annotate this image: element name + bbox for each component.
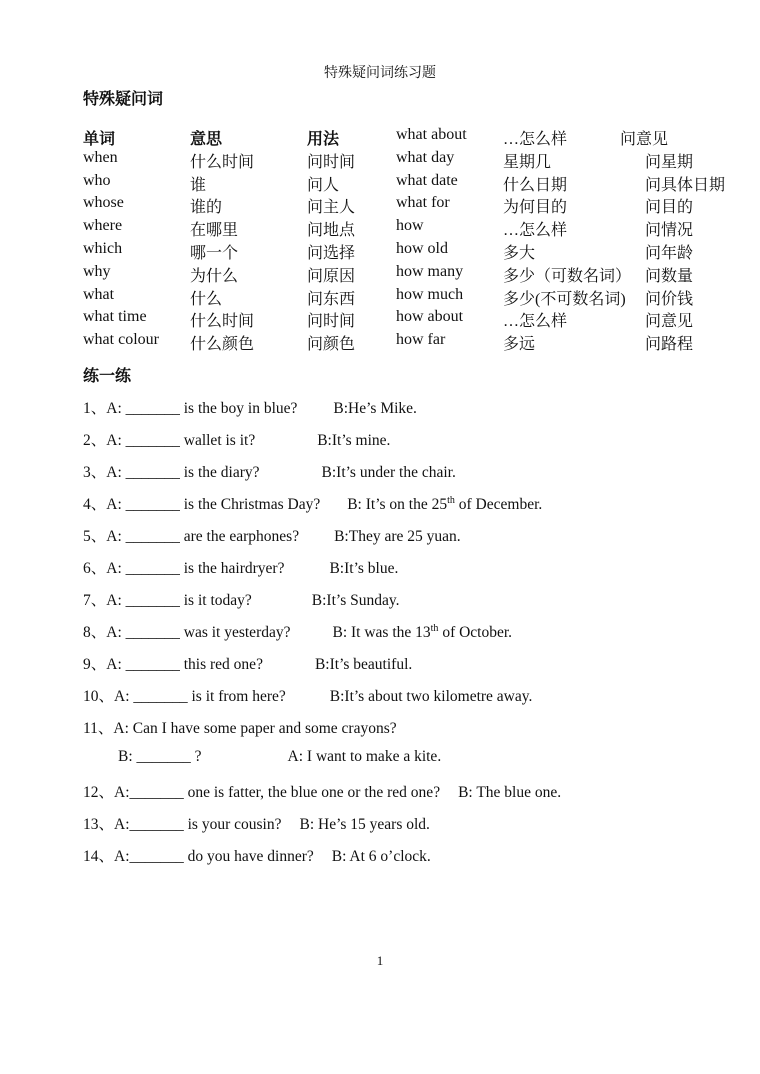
vocab-cell-meaning: 谁的 — [190, 199, 223, 217]
vocab-cell-meaning-2: 多少(不可数名词) — [503, 290, 626, 308]
exercise-1-question: 1、A: _______ is the boy in blue? — [83, 400, 298, 417]
vocab-cell-usage: 问时间 — [307, 313, 356, 331]
vocab-cell-usage: 问东西 — [307, 290, 356, 308]
vocab-table-body — [83, 149, 743, 354]
vocab-cell-word-2: how about — [396, 308, 464, 326]
exercise-14 — [83, 844, 431, 866]
vocab-cell-meaning-2: 多大 — [503, 244, 536, 262]
section-heading-question-words: 特殊疑问词 — [83, 89, 164, 108]
vocab-cell-word: what time — [83, 308, 147, 326]
exercise-10 — [83, 684, 532, 706]
exercise-4-answer-text: B: It’s on the 25 — [347, 496, 448, 513]
exercise-5 — [83, 524, 461, 546]
exercise-14-question: 14、A:_______ do you have dinner? — [83, 848, 314, 865]
exercise-11-followup: A: I want to make a kite. — [287, 748, 442, 765]
vocab-cell-usage-2: 问路程 — [645, 336, 694, 354]
exercise-10-answer: B:It’s about two kilometre away. — [329, 688, 533, 705]
vocab-cell-usage: 问时间 — [307, 153, 356, 171]
document-title: 特殊疑问词练习题 — [324, 66, 436, 81]
vocab-row — [83, 217, 743, 240]
vocab-table — [83, 126, 743, 354]
vocab-cell-word: who — [83, 171, 111, 189]
exercise-3-answer: B:It’s under the chair. — [321, 464, 456, 481]
exercise-5-question: 5、A: _______ are the earphones? — [83, 528, 300, 545]
exercise-2-question: 2、A: _______ wallet is it? — [83, 432, 256, 449]
vocab-row — [83, 149, 743, 172]
vocab-cell-usage-2: 问星期 — [645, 153, 694, 171]
exercise-3 — [83, 460, 456, 482]
vocab-cell-meaning-2: 星期几 — [503, 153, 552, 171]
exercise-8-answer — [333, 624, 513, 641]
vocab-cell-meaning-2: …怎么样 — [503, 313, 568, 331]
exercise-4-superscript: th — [447, 494, 455, 506]
exercise-12 — [83, 780, 561, 802]
exercise-4-answer-tail: of December. — [454, 496, 543, 513]
exercise-5-answer: B:They are 25 yuan. — [334, 528, 461, 545]
vocab-cell-word: when — [83, 148, 118, 166]
exercise-9-answer: B:It’s beautiful. — [314, 656, 413, 673]
vocab-cell-word-2: how far — [396, 331, 446, 349]
vocab-cell-meaning: 什么时间 — [190, 153, 255, 171]
exercise-8-superscript: th — [430, 622, 439, 634]
exercise-11-answer: B: _______ ? — [118, 748, 202, 765]
vocab-cell-usage: 问人 — [307, 176, 340, 194]
vocab-cell-meaning: 哪一个 — [190, 244, 239, 262]
exercise-11-reply — [118, 748, 441, 766]
vocab-cell-word: whose — [83, 194, 124, 212]
vocab-cell-usage-2: 问情况 — [645, 222, 694, 240]
vocab-cell-word-2: how old — [396, 239, 448, 257]
vocab-cell-word-2: what day — [396, 148, 455, 166]
exercise-2 — [83, 428, 390, 450]
vocab-cell-word: where — [83, 217, 123, 235]
vocab-row — [83, 331, 743, 354]
exercise-13-question: 13、A:_______ is your cousin? — [83, 816, 282, 833]
vocab-cell-meaning-2: 多少（可数名词） — [503, 267, 632, 285]
header-meaning: 意思 — [190, 129, 223, 148]
exercise-9-question: 9、A: _______ this red one? — [83, 656, 263, 673]
vocab-cell-usage-2: 问具体日期 — [645, 176, 726, 194]
exercise-4-answer — [347, 496, 542, 513]
vocab-table-header — [83, 126, 743, 149]
exercise-6 — [83, 556, 398, 578]
vocab-row — [83, 308, 743, 331]
exercise-7-answer: B:It’s Sunday. — [311, 592, 400, 609]
vocab-cell-meaning: 为什么 — [190, 267, 239, 285]
vocab-cell-word-2: what date — [396, 171, 458, 189]
vocab-cell-meaning-2: 为何目的 — [503, 199, 568, 217]
exercise-8 — [83, 620, 512, 642]
vocab-cell-usage-2: 问数量 — [645, 267, 694, 285]
header-word: 单词 — [83, 129, 116, 148]
vocab-cell-meaning-2: …怎么样 — [503, 222, 568, 240]
exercise-13 — [83, 812, 430, 834]
vocab-cell-usage: 问原因 — [307, 267, 356, 285]
exercise-2-answer: B:It’s mine. — [317, 432, 391, 449]
vocab-cell-usage: 问地点 — [307, 222, 356, 240]
vocab-cell-usage: 问颜色 — [307, 336, 356, 354]
exercise-4-question: 4、A: _______ is the Christmas Day? — [83, 496, 321, 513]
vocab-cell-word-2: how much — [396, 285, 464, 303]
exercise-10-question: 10、A: _______ is it from here? — [83, 688, 286, 705]
vocab-cell-meaning-2: 多远 — [503, 336, 536, 354]
vocab-row — [83, 172, 743, 195]
exercise-4 — [83, 492, 542, 514]
vocab-cell-word-2: how — [396, 217, 424, 235]
exercise-11 — [83, 716, 397, 738]
exercise-7 — [83, 588, 399, 610]
exercise-13-answer: B: He’s 15 years old. — [299, 816, 430, 833]
exercise-8-answer-text: B: It was the 13 — [332, 624, 431, 641]
vocab-cell-word-2: how many — [396, 262, 464, 280]
exercise-6-answer: B:It’s blue. — [329, 560, 399, 577]
vocab-cell-meaning: 什么时间 — [190, 313, 255, 331]
vocab-cell-meaning: 在哪里 — [190, 222, 239, 240]
exercise-8-answer-tail: of October. — [438, 624, 513, 641]
exercise-12-question: 12、A:_______ one is fatter, the blue one or the red one? — [83, 784, 441, 801]
section-heading-practice: 练一练 — [83, 366, 132, 385]
header-cell-5: …怎么样 — [503, 131, 568, 148]
vocab-cell-meaning: 谁 — [190, 176, 207, 194]
vocab-cell-word: which — [83, 239, 123, 257]
page-number: 1 — [376, 953, 384, 968]
vocab-cell-usage: 问主人 — [307, 199, 356, 217]
vocab-cell-usage-2: 问年龄 — [645, 244, 694, 262]
vocab-cell-word: why — [83, 262, 111, 280]
exercise-9 — [83, 652, 412, 674]
vocab-cell-usage-2: 问意见 — [645, 313, 694, 331]
exercise-3-question: 3、A: _______ is the diary? — [83, 464, 260, 481]
vocab-row — [83, 263, 743, 286]
vocab-cell-usage: 问选择 — [307, 244, 356, 262]
exercise-14-answer: B: At 6 o’clock. — [331, 848, 431, 865]
vocab-cell-word: what — [83, 285, 115, 303]
exercise-12-answer: B: The blue one. — [458, 784, 562, 801]
header-usage: 用法 — [307, 129, 340, 148]
vocab-row — [83, 286, 743, 309]
exercise-1 — [83, 396, 417, 418]
header-cell-4: what about — [396, 126, 467, 143]
vocab-row — [83, 194, 743, 217]
vocab-cell-usage-2: 问目的 — [645, 199, 694, 217]
vocab-cell-meaning: 什么 — [190, 290, 223, 308]
vocab-cell-usage-2: 问价钱 — [645, 290, 694, 308]
vocab-row — [83, 240, 743, 263]
header-cell-6: 问意见 — [620, 131, 669, 148]
vocab-cell-meaning-2: 什么日期 — [503, 176, 568, 194]
exercise-1-answer: B:He’s Mike. — [333, 400, 417, 417]
exercise-11-question: 11、A: Can I have some paper and some crayons? — [83, 720, 397, 737]
vocab-cell-meaning: 什么颜色 — [190, 336, 255, 354]
exercise-8-question: 8、A: _______ was it yesterday? — [83, 624, 291, 641]
exercise-6-question: 6、A: _______ is the hairdryer? — [83, 560, 285, 577]
vocab-cell-word-2: what for — [396, 194, 450, 212]
exercise-7-question: 7、A: _______ is it today? — [83, 592, 252, 609]
vocab-cell-word: what colour — [83, 331, 159, 349]
